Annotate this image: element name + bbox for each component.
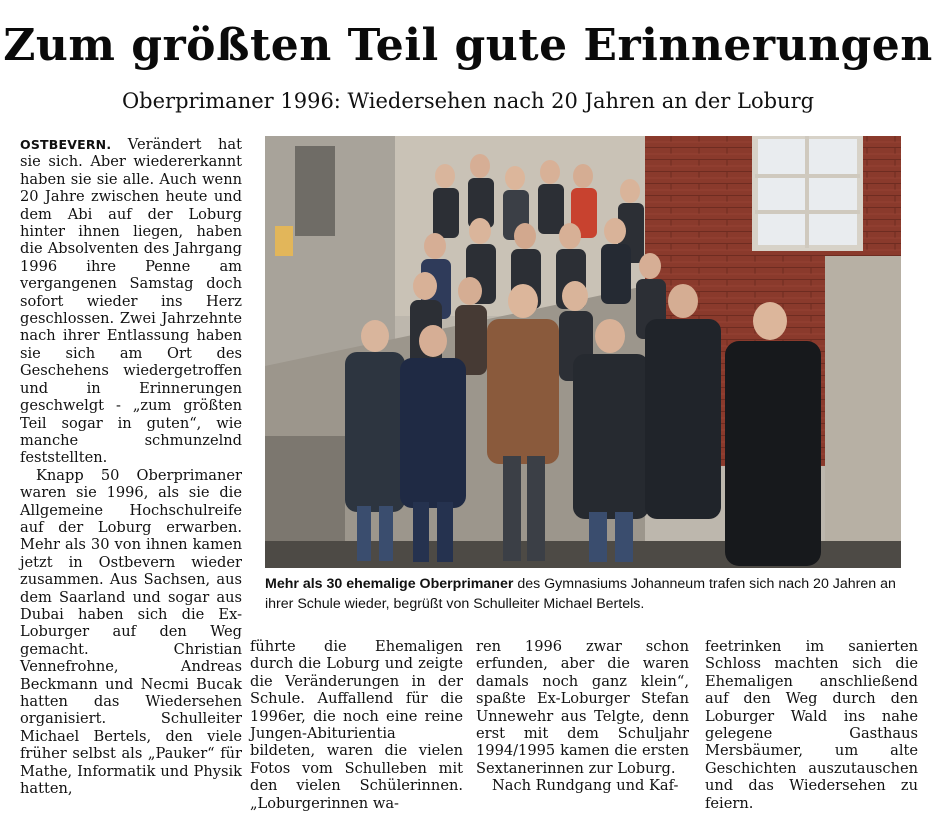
dateline: OSTBEVERN. — [20, 137, 112, 152]
article-column-3 — [476, 638, 689, 795]
photo-caption — [265, 574, 905, 614]
column-2-text: führte die Ehemaligen durch die Loburg und zeigte die Veränderungen in der Schule. Auffallend für die 1996er, die noch eine reine Jungen-Abiturientia bildeten, waren die vielen Fotos vom Schulleben mit den vielen Schülerinnen. „Loburgerinnen wa- — [250, 638, 463, 812]
column-3-text: ren 1996 zwar schon erfunden, aber die waren damals noch ganz klein“, spaßte Ex-Loburger Stefan Unnewehr aus Telgte, denn erst mit dem Schuljahr 1994/1995 kamen die ersten Sextanerinnen zur Loburg. — [476, 638, 689, 777]
group-photo-illustration — [265, 136, 901, 568]
headline: Zum größten Teil gute Erinnerungen — [3, 20, 933, 71]
paragraph-2: Knapp 50 Oberprimaner waren sie 1996, als sie die Allgemeine Hochschulreife auf der Loburg erwarben. Mehr als 30 von ihnen kamen jetzt in Ostbevern wieder zusammen. Aus Sachsen, aus dem Saarland und sogar aus Dubai haben sich die Ex-Loburger auf den Weg gemacht. Christian Vennefrohne, Andreas Beckmann und Necmi Bucak hatten das Wiedersehen organisiert. Schulleiter Michael Bertels, den viele früher selbst als „Pauker“ für Mathe, Informatik und Physik hatten, — [20, 466, 242, 798]
paragraph-1-text: Verändert hat sie sich. Aber wiedererkannt haben sie sie alle. Auch wenn 20 Jahre zwischen heute und dem Abi auf der Loburg hinter ihnen liegen, haben die Absolventen des Jahrgang 1996 ihre Penne am vergangenen Samstag doch sofort wieder ins Herz geschlossen. Zwei Jahrzehnte nach ihrer Entlassung haben sie sich am Ort des Geschehens wiedergetroffen und in Erinnerungen geschwelgt - „zum größten Teil sogar in guten“, wie manche schmunzelnd feststellten. — [20, 136, 242, 467]
caption-lead: Mehr als 30 ehemalige Oberprimaner — [265, 576, 514, 592]
article-column-2 — [250, 638, 463, 812]
column-3-text-2: Nach Rundgang und Kaf- — [492, 777, 679, 795]
paragraph-1 — [20, 136, 242, 467]
article-column-4 — [705, 638, 918, 812]
subheadline: Oberprimaner 1996: Wiedersehen nach 20 Jahren an der Loburg — [121, 89, 815, 113]
caption-text: des Gymnasiums Johanneum trafen sich nach 20 Jahren an ihrer Schule wieder, begrüßt von Schulleiter Michael Bertels. — [265, 576, 896, 612]
group-photo — [265, 136, 901, 568]
article-column-1 — [20, 136, 242, 797]
column-4-text: feetrinken im sanierten Schloss machten sich die Ehemaligen anschließend auf den Weg durch den Loburger Wald ins nahe gelegene Gasthaus Mersbäumer, um alte Geschichten auszutauschen und das Wiedersehen zu feiern. — [705, 638, 918, 812]
